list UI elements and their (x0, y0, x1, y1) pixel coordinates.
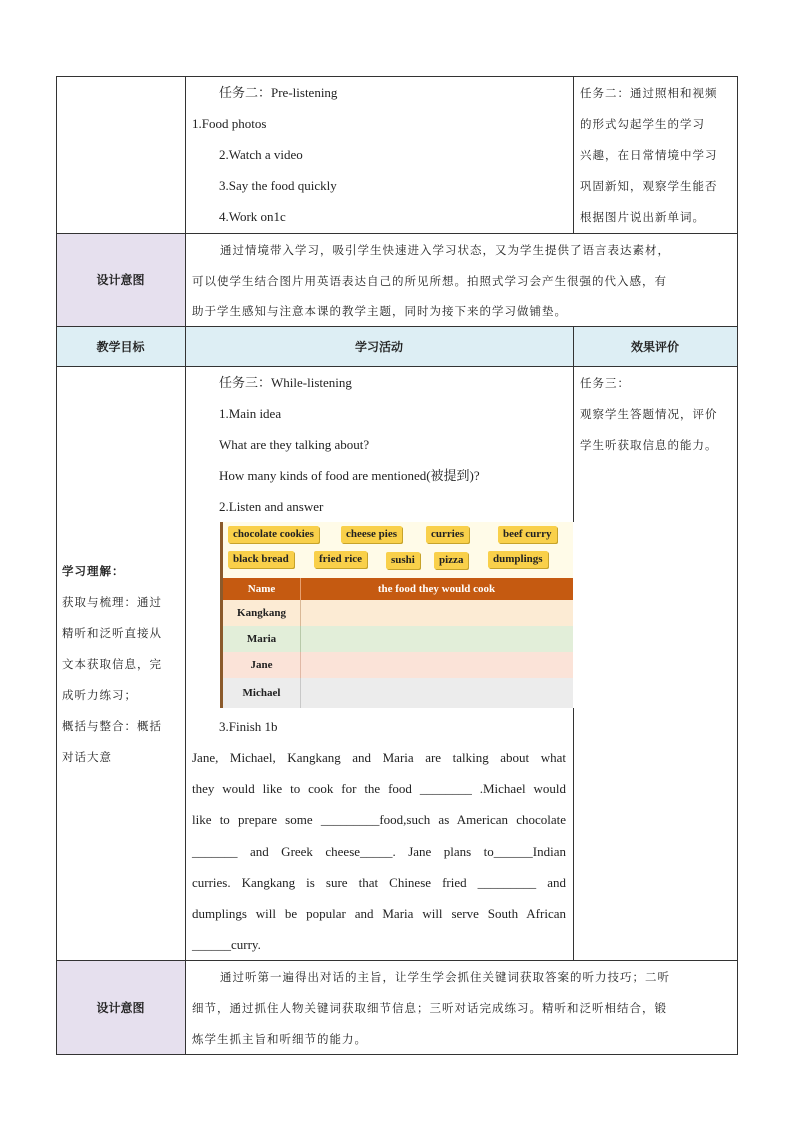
eval-task2-line-2: 的形式勾起学生的学习 (580, 117, 705, 131)
food-table-name: Maria (223, 626, 301, 652)
design-intent-2-line-1: 通过听第一遍得出对话的主旨，让学生学会抓住关键词获取答案的听力技巧；二听 (220, 970, 670, 984)
eval-task2-line-4: 巩固新知，观察学生能否 (580, 179, 718, 193)
eval-task2-line-5: 根据图片说出新单词。 (580, 210, 705, 224)
food-table-row (223, 678, 573, 708)
food-table-name: Jane (223, 652, 301, 678)
main-idea-heading: 1.Main idea (219, 406, 282, 421)
pre-listening-step-3: 3.Say the food quickly (219, 178, 337, 193)
food-table-row (223, 652, 573, 678)
goal-line-3: 精听和泛听直接从 (62, 626, 162, 640)
while-listening-title: 任务三：While-listening (219, 375, 352, 390)
design-intent-2-line-2: 细节，通过抓住人物关键词获取细节信息；三听对话完成练习。精听和泛听相结合，锻 (192, 1001, 667, 1015)
food-tag: black bread (228, 551, 294, 568)
goal-line-4: 文本获取信息，完 (62, 657, 162, 671)
pre-listening-step-4: 4.Work on1c (219, 209, 286, 224)
food-tag: dumplings (488, 551, 548, 568)
question-2: How many kinds of food are mentioned(被提到)? (219, 468, 480, 483)
question-1: What are they talking about? (219, 437, 370, 452)
goal-line-5: 成听力练习； (62, 688, 137, 702)
food-table-name: Michael (223, 678, 301, 708)
food-table-name: Kangkang (223, 600, 301, 626)
food-tag: pizza (434, 552, 468, 569)
food-table-header-food: the food they would cook (377, 583, 496, 595)
design-intent-2-line-3: 炼学生抓主旨和听细节的能力。 (192, 1032, 367, 1046)
design-intent-label-1: 设计意图 (96, 273, 145, 287)
food-table-row (223, 600, 573, 626)
pre-listening-step-1: 1.Food photos (192, 116, 267, 131)
design-intent-1-line-1: 通过情境带入学习，吸引学生快速进入学习状态，又为学生提供了语言表达素材， (220, 243, 670, 257)
design-intent-label-2: 设计意图 (96, 1000, 145, 1015)
food-tag: cheese pies (341, 526, 402, 543)
fill-blank-line-7: ______curry. (192, 937, 261, 952)
goal-line-2: 获取与梳理：通过 (62, 595, 162, 609)
pre-listening-title: 任务二：Pre-listening (219, 85, 338, 100)
pre-listening-step-2: 2.Watch a video (219, 147, 303, 162)
fill-blank-line-5: curries. Kangkang is sure that Chinese fried _________ and (192, 875, 566, 890)
fill-blank-line-1: Jane, Michael, Kangkang and Maria are talking about what (192, 750, 566, 765)
eval-task2-line-1: 任务二：通过照相和视频 (580, 86, 718, 100)
listen-answer-heading: 2.Listen and answer (219, 499, 324, 514)
food-tag: curries (426, 526, 469, 543)
eval-task3-line-2: 观察学生答题情况，评价 (580, 407, 718, 421)
header-learning-activity: 学习活动 (354, 339, 403, 354)
goal-line-6: 概括与整合：概括 (62, 719, 162, 733)
design-intent-1-line-3: 助于学生感知与注意本课的教学主题，同时为接下来的学习做铺垫。 (192, 304, 567, 318)
design-intent-1-line-2: 可以使学生结合图片用英语表达自己的所见所想。拍照式学习会产生很强的代入感，有 (192, 274, 667, 288)
food-tag: sushi (386, 552, 420, 569)
goal-line-7: 对话大意 (62, 750, 112, 764)
eval-task2-line-3: 兴趣，在日常情境中学习 (580, 148, 718, 162)
food-tag: fried rice (314, 551, 367, 568)
food-table-header (223, 578, 573, 600)
fill-blank-line-6: dumplings will be popular and Maria will serve South African (192, 906, 566, 921)
header-effect-evaluation: 效果评价 (630, 339, 679, 354)
eval-task3-line-3: 学生听获取信息的能力。 (580, 438, 718, 452)
fill-blank-line-3: like to prepare some _________food,such as American chocolate (192, 812, 566, 827)
food-tag: beef curry (498, 526, 557, 543)
header-teaching-goal: 教学目标 (96, 339, 145, 354)
eval-task3-line-1: 任务三： (580, 376, 630, 390)
fill-blank-line-4: _______ and Greek cheese_____. Jane plans to______Indian (192, 844, 566, 859)
finish-1b-heading: 3.Finish 1b (219, 719, 278, 734)
food-tag: chocolate cookies (228, 526, 319, 543)
food-table-header-name: Name (223, 578, 301, 600)
fill-blank-line-2: they would like to cook for the food ________ .Michael would (192, 781, 566, 796)
learning-understanding-label: 学习理解： (62, 564, 125, 578)
food-table-row (223, 626, 573, 652)
